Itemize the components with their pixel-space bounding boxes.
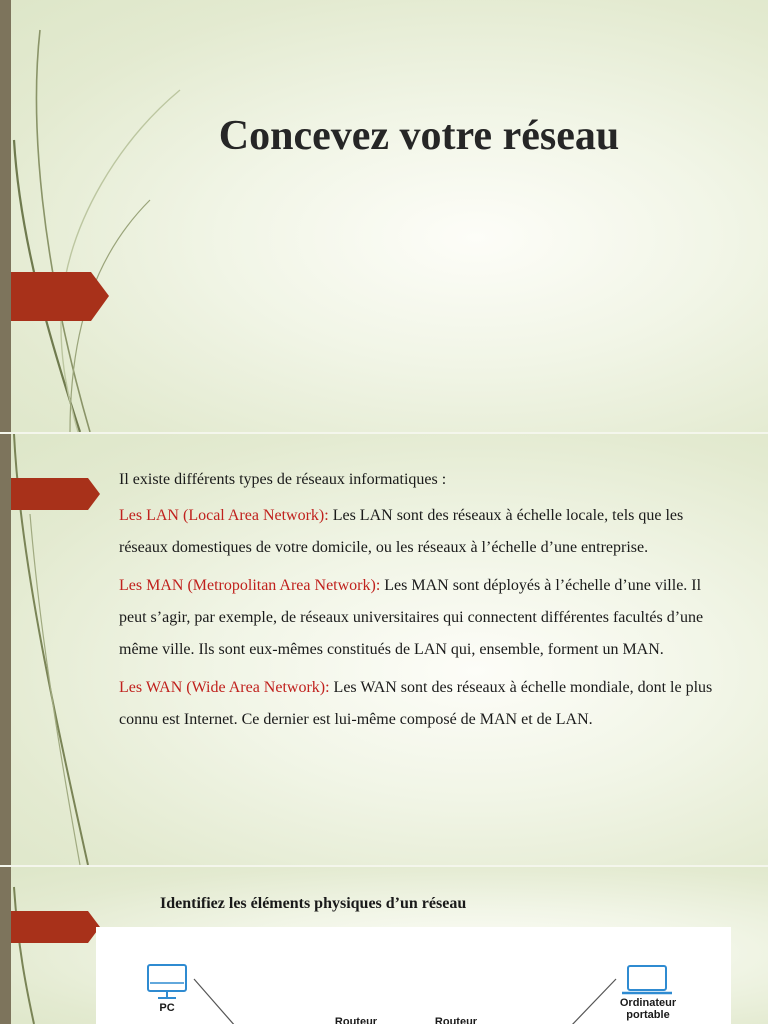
slide-network-types — [0, 434, 768, 865]
laptop-label — [606, 997, 690, 1021]
network-diagram — [96, 927, 731, 1024]
router-label: Routeur — [434, 1016, 478, 1024]
laptop-label-line2: portable — [626, 1009, 670, 1021]
man-description: Les MAN sont déployés à l’échelle d’une ville. Il peut s’agir, par exemple, de réseaux universitaires qui connectent différentes facultés d’une même ville. Ils sont eux-mêmes constitués de LAN qui, ensemble, forment un MAN. — [119, 577, 704, 658]
network-types-content — [119, 464, 719, 742]
red-arrow-flag — [11, 478, 100, 510]
lan-paragraph — [119, 500, 719, 564]
desktop-computer-icon — [148, 965, 186, 998]
swoosh-line — [14, 887, 34, 1024]
swoosh-line — [37, 30, 90, 432]
wan-paragraph — [119, 672, 719, 736]
man-paragraph — [119, 570, 719, 666]
man-term: Les MAN (Metropolitan Area Network): — [119, 577, 381, 594]
laptop-label-line1: Ordinateur — [619, 997, 677, 1009]
decorative-swoosh — [0, 867, 100, 1024]
slide-physical-elements — [0, 867, 768, 1024]
section-heading: Identifiez les éléments physiques d’un réseau — [160, 895, 467, 912]
decorative-swoosh — [0, 0, 200, 432]
laptop-icon — [622, 966, 672, 993]
wan-term: Les WAN (Wide Area Network): — [119, 679, 330, 696]
lan-term: Les LAN (Local Area Network): — [119, 507, 329, 524]
red-arrow-flag — [11, 911, 100, 943]
pc-label: PC — [159, 1002, 175, 1014]
slide-title — [0, 0, 768, 432]
red-arrow-flag — [11, 272, 109, 321]
connection-line — [194, 979, 236, 1024]
wan-description: Les WAN sont des réseaux à échelle mondiale, dont le plus connu est Internet. Ce dernier est lui-même composé de MAN et de LAN. — [119, 679, 713, 728]
router-label: Routeur — [334, 1016, 378, 1024]
intro-text: Il existe différents types de réseaux informatiques : — [119, 471, 447, 488]
swoosh-line — [30, 514, 80, 865]
slide-title-text: Concevez votre réseau — [218, 113, 620, 159]
lan-description: Les LAN sont des réseaux à échelle locale, tels que les réseaux domestiques de votre domicile, ou les réseaux à l’échelle d’une entreprise. — [119, 507, 684, 556]
